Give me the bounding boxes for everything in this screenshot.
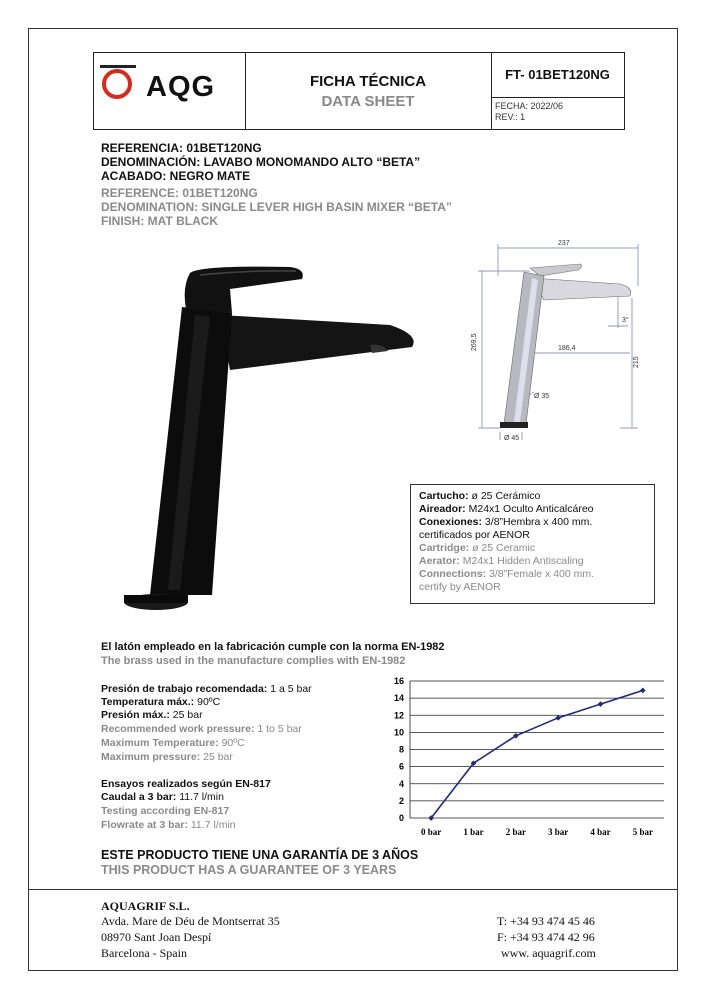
document-code: FT- 01BET120NG (505, 67, 610, 82)
connections-value-en: 3/8”Female x 400 mm. (486, 568, 595, 580)
finish-es: ACABADO: NEGRO MATE (101, 169, 251, 183)
work-pressure-value-en: 1 to 5 bar (254, 723, 302, 735)
flow-value: 11.7 l/min (176, 791, 224, 803)
technical-drawing (470, 236, 650, 446)
connections-label: Conexiones: (419, 516, 483, 528)
flow-chart (372, 675, 672, 845)
footer-web: www. aquagrif.com (501, 946, 596, 960)
y-tick-label: 6 (398, 761, 404, 772)
footer-address-3: Barcelona - Spain (101, 946, 187, 960)
dim-height-label: 269,5 (471, 333, 478, 351)
dim-mid-label: Ø 35 (534, 393, 550, 400)
title-cell (245, 53, 492, 129)
title-en: DATA SHEET (321, 93, 415, 110)
aenor-es: certificados por AENOR (419, 529, 530, 541)
x-tick-label: 5 bar (632, 827, 653, 837)
data-point (598, 701, 604, 707)
tests-title-en: Testing according EN-817 (101, 805, 230, 817)
y-tick-label: 10 (393, 727, 404, 738)
y-tick-label: 16 (393, 676, 404, 686)
document-revision: REV.: 1 (495, 112, 526, 122)
aerator-value-en: M24x1 Hidden Antiscaling (459, 555, 584, 567)
document-date: FECHA: 2022/06 (495, 101, 564, 111)
connections-label-en: Connections: (419, 568, 487, 580)
max-pressure-label: Presión máx.: (101, 709, 170, 721)
logo-bar-icon (100, 65, 136, 68)
y-tick-label: 12 (393, 710, 404, 721)
work-pressure-label-en: Recommended work pressure: (101, 723, 255, 735)
warranty-en: THIS PRODUCT HAS A GUARANTEE OF 3 YEARS (101, 863, 397, 877)
y-tick-label: 8 (398, 744, 404, 755)
warranty-es: ESTE PRODUCTO TIENE UNA GARANTÍA DE 3 AÑOS (101, 848, 419, 862)
reference-es: REFERENCIA: 01BET120NG (101, 141, 262, 155)
dim-reach-label: 186,4 (558, 345, 576, 352)
denomination-es: DENOMINACIÓN: LAVABO MONOMANDO ALTO “BETA” (101, 155, 421, 169)
max-temp-value: 90ºC (194, 696, 221, 708)
work-pressure-label: Presión de trabajo recomendada: (101, 683, 268, 695)
x-tick-label: 3 bar (548, 827, 569, 837)
y-tick-label: 0 (398, 813, 404, 823)
y-tick-label: 14 (393, 693, 404, 704)
x-tick-label: 2 bar (505, 827, 526, 837)
footer-company: AQUAGRIF S.L. (101, 899, 190, 913)
logo-cell (94, 53, 246, 129)
series-line (431, 690, 643, 818)
y-tick-label: 2 (398, 795, 404, 806)
x-tick-label: 1 bar (463, 827, 484, 837)
dim-angle-label: 3° (622, 317, 629, 324)
max-pressure-value-en: 25 bar (200, 751, 233, 763)
finish-en: FINISH: MAT BLACK (101, 214, 219, 228)
max-temp-value-en: 90ºC (218, 737, 245, 749)
code-cell (491, 53, 624, 129)
max-temp-label-en: Maximum Temperature: (101, 737, 219, 749)
footer-address-1: Avda. Mare de Déu de Montserrat 35 (101, 914, 280, 928)
code-divider (491, 97, 624, 98)
denomination-en: DENOMINATION: SINGLE LEVER HIGH BASIN MIXER “BETA” (101, 200, 452, 214)
work-pressure-value: 1 a 5 bar (267, 683, 312, 695)
dim-spout-label: 215 (633, 356, 640, 368)
data-point (640, 688, 646, 694)
connections-value: 3/8”Hembra x 400 mm. (482, 516, 593, 528)
footer-fax: F: +34 93 474 42 96 (497, 930, 595, 944)
x-tick-label: 0 bar (421, 827, 442, 837)
flow-value-en: 11.7 l/min (187, 819, 236, 831)
dim-width-label: 237 (558, 240, 570, 247)
flow-label: Caudal a 3 bar: (101, 791, 177, 803)
brass-es: El latón empleado en la fabricación cumple con la norma EN-1982 (101, 641, 445, 653)
tests-title-es: Ensayos realizados según EN-817 (101, 778, 271, 790)
aerator-value: M24x1 Oculto Anticalcáreo (465, 503, 594, 515)
cartridge-label-en: Cartridge: (419, 542, 470, 554)
aerator-label-en: Aerator: (419, 555, 460, 567)
dim-base-label: Ø 45 (504, 435, 520, 442)
logo-ring-icon (102, 69, 132, 99)
product-image (120, 255, 430, 620)
max-temp-label: Temperatura máx.: (101, 696, 195, 708)
aenor-en: certify by AENOR (419, 581, 501, 593)
y-tick-label: 4 (398, 778, 404, 789)
flow-label-en: Flowrate at 3 bar: (101, 819, 188, 831)
max-pressure-value: 25 bar (169, 709, 203, 721)
brass-en: The brass used in the manufacture complies with EN-1982 (101, 655, 406, 667)
max-pressure-label-en: Maximum pressure: (101, 751, 201, 763)
logo-text: AQG (146, 71, 216, 103)
data-point (555, 715, 561, 721)
cartridge-value: ø 25 Cerámico (468, 490, 541, 502)
x-tick-label: 4 bar (590, 827, 611, 837)
title-es: FICHA TÉCNICA (309, 73, 427, 90)
footer-phone: T: +34 93 474 45 46 (497, 914, 595, 928)
header-table (93, 52, 625, 130)
spec-box (410, 484, 655, 604)
cartridge-value-en: ø 25 Ceramic (469, 542, 536, 554)
reference-en: REFERENCE: 01BET120NG (101, 186, 258, 200)
cartridge-label: Cartucho: (419, 490, 469, 502)
aerator-label: Aireador: (419, 503, 466, 515)
footer-address-2: 08970 Sant Joan Despí (101, 930, 212, 944)
footer-divider (28, 889, 678, 890)
